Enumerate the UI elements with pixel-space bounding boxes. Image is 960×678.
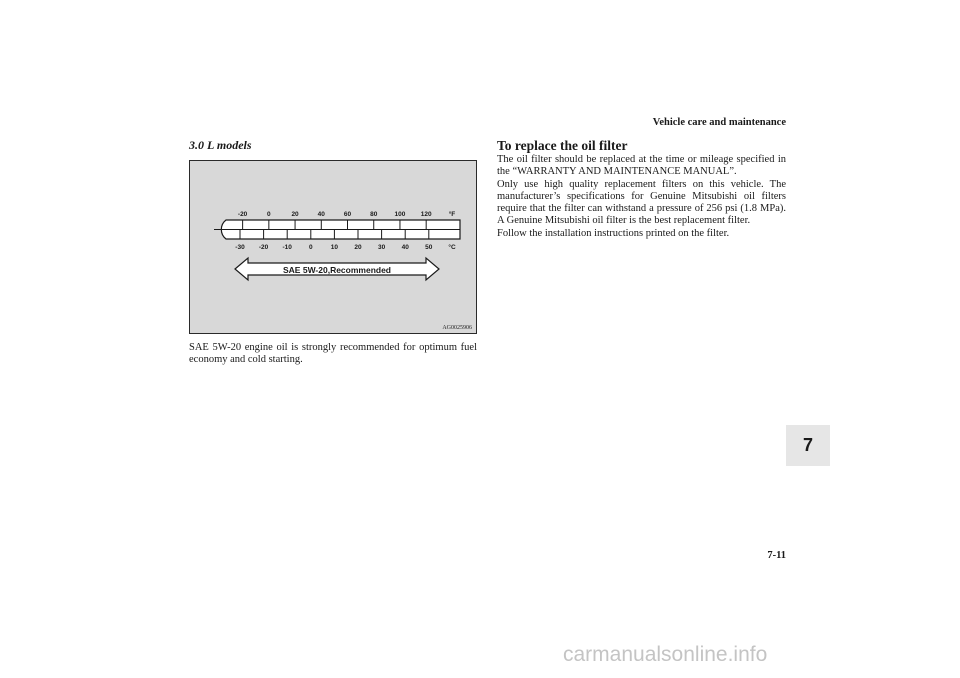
paragraph-replacement-interval: The oil filter should be replaced at the time or mileage specified in the “WARRANTY AND MAINTENANCE MANUAL”.: [497, 154, 786, 178]
page-header: Vehicle care and maintenance: [652, 117, 786, 128]
paragraph-filter-quality: Only use high quality replacement filters on this vehicle. The manufacturer’s specifications for Genuine Mitsubishi oil filters require that the filter can withstand a pressure of 256 psi (1.8 MPa). A Genuine Mitsubishi oil filter is the best replacement filter.: [497, 178, 786, 227]
celsius-labels: [235, 244, 433, 251]
celsius-tick-label: 40: [401, 244, 409, 251]
fahrenheit-tick-label: 100: [394, 211, 406, 218]
paragraph-installation: Follow the installation instructions printed on the filter.: [497, 227, 730, 239]
fahrenheit-unit: °F: [448, 211, 456, 218]
fahrenheit-tick-label: 60: [343, 211, 352, 218]
page-number: 7-11: [767, 550, 786, 561]
celsius-tick-label: 20: [354, 244, 362, 251]
celsius-tick-label: 10: [330, 244, 339, 251]
watermark: carmanualsonline.info: [563, 643, 768, 666]
celsius-tick-label: 50: [425, 244, 433, 251]
fahrenheit-tick-label: 80: [370, 211, 378, 218]
right-section-title: To replace the oil filter: [497, 138, 628, 153]
fahrenheit-tick-label: 40: [317, 211, 325, 218]
left-paragraph: SAE 5W-20 engine oil is strongly recommended for optimum fuel economy and cold starting.: [189, 342, 477, 365]
celsius-tick-label: -20: [258, 244, 269, 251]
oil-viscosity-figure: [189, 160, 477, 334]
fahrenheit-tick-label: 20: [291, 211, 299, 218]
range-label: SAE 5W-20,Recommended: [283, 265, 391, 275]
celsius-tick-label: 0: [308, 244, 313, 251]
celsius-unit: °C: [448, 244, 456, 251]
section-title: 3.0 L models: [189, 138, 252, 152]
celsius-tick-label: -30: [235, 244, 245, 251]
fahrenheit-tick-label: 0: [267, 211, 271, 218]
fahrenheit-tick-label: 120: [420, 211, 432, 218]
celsius-tick-label: -10: [282, 244, 292, 251]
fahrenheit-labels: [238, 211, 432, 218]
celsius-tick-label: 30: [377, 244, 386, 251]
chapter-tab: 7: [786, 425, 830, 466]
right-body: [497, 154, 786, 240]
figure-id: AG0025906: [442, 325, 472, 331]
fahrenheit-tick-label: -20: [237, 211, 248, 218]
temperature-chart: [190, 161, 478, 335]
